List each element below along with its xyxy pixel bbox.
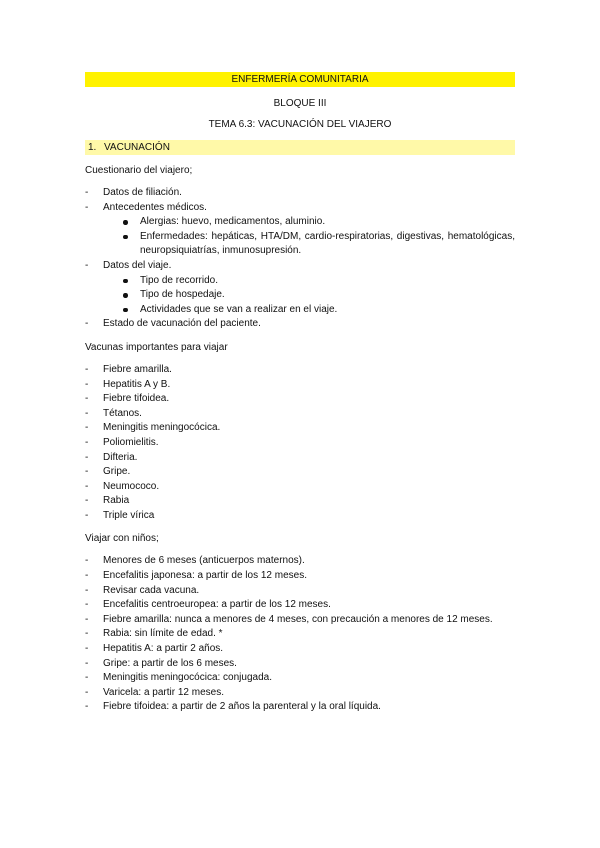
section-title: VACUNACIÓN: [104, 142, 170, 153]
sub-list-item: Tipo de recorrido.: [120, 274, 515, 289]
course-title: ENFERMERÍA COMUNITARIA: [85, 72, 515, 87]
block-title: BLOQUE III: [273, 98, 327, 109]
sub-list: [103, 215, 515, 259]
vaccines-list: [85, 363, 515, 524]
section-number: 1.: [88, 142, 97, 153]
children-intro: Viajar con niños;: [85, 533, 159, 545]
list-item: - Fiebre amarilla.: [85, 363, 515, 378]
list-item: - Encefalitis japonesa: a partir de los 12 meses.: [85, 569, 515, 584]
list-item: - Neumococo.: [85, 480, 515, 495]
list-item: - Fiebre tifoidea: a partir de 2 años la parenteral y la oral líquida.: [85, 700, 515, 715]
list-item: - Difteria.: [85, 451, 515, 466]
list-item: - Gripe: a partir de los 6 meses.: [85, 657, 515, 672]
list-item: - Meningitis meningocócica: conjugada.: [85, 671, 515, 686]
list-item: - Tétanos.: [85, 407, 515, 422]
list-item: - Revisar cada vacuna.: [85, 584, 515, 599]
sub-list-item: Actividades que se van a realizar en el viaje.: [120, 303, 515, 318]
section-heading: [85, 140, 515, 155]
list-item: - Antecedentes médicos. Alergias: huevo, medicamentos, aluminio. Enfermedades: hepáticas, HTA/DM, cardio-respiratorias, digestivas, hematológicas, neuropsiquiatrías, inmunosupresión.: [85, 201, 515, 259]
list-item: - Gripe.: [85, 465, 515, 480]
list-item: - Varicela: a partir 12 meses.: [85, 686, 515, 701]
list-item: - Fiebre amarilla: nunca a menores de 4 meses, con precaución a menores de 12 meses.: [85, 613, 515, 628]
list-item: - Hepatitis A y B.: [85, 378, 515, 393]
questionnaire-list: [85, 186, 515, 332]
sub-list: [103, 274, 515, 318]
list-item: - Datos de filiación.: [85, 186, 515, 201]
document-page: [85, 70, 515, 715]
list-item: - Rabia: sin límite de edad. *: [85, 627, 515, 642]
sub-list-item: Alergias: huevo, medicamentos, aluminio.: [120, 215, 515, 230]
list-item: - Datos del viaje. Tipo de recorrido. Tipo de hospedaje. Actividades que se van a realizar en el viaje.: [85, 259, 515, 317]
list-item: - Rabia: [85, 494, 515, 509]
list-item: - Encefalitis centroeuropea: a partir de los 12 meses.: [85, 598, 515, 613]
children-list: [85, 554, 515, 715]
list-item: - Menores de 6 meses (anticuerpos maternos).: [85, 554, 515, 569]
questionnaire-intro: Cuestionario del viajero;: [85, 165, 193, 176]
vaccines-intro: Vacunas importantes para viajar: [85, 341, 228, 353]
list-item: - Poliomielitis.: [85, 436, 515, 451]
list-item: - Estado de vacunación del paciente.: [85, 317, 515, 332]
list-item: - Triple vírica: [85, 509, 515, 524]
list-item: - Meningitis meningocócica.: [85, 421, 515, 436]
sub-list-item: Enfermedades: hepáticas, HTA/DM, cardio-respiratorias, digestivas, hematológicas, neuropsiquiatrías, inmunosupresión.: [120, 230, 515, 259]
sub-list-item: Tipo de hospedaje.: [120, 288, 515, 303]
topic-title: TEMA 6.3: VACUNACIÓN DEL VIAJERO: [208, 119, 392, 130]
list-item: - Hepatitis A: a partir 2 años.: [85, 642, 515, 657]
list-item: - Fiebre tifoidea.: [85, 392, 515, 407]
